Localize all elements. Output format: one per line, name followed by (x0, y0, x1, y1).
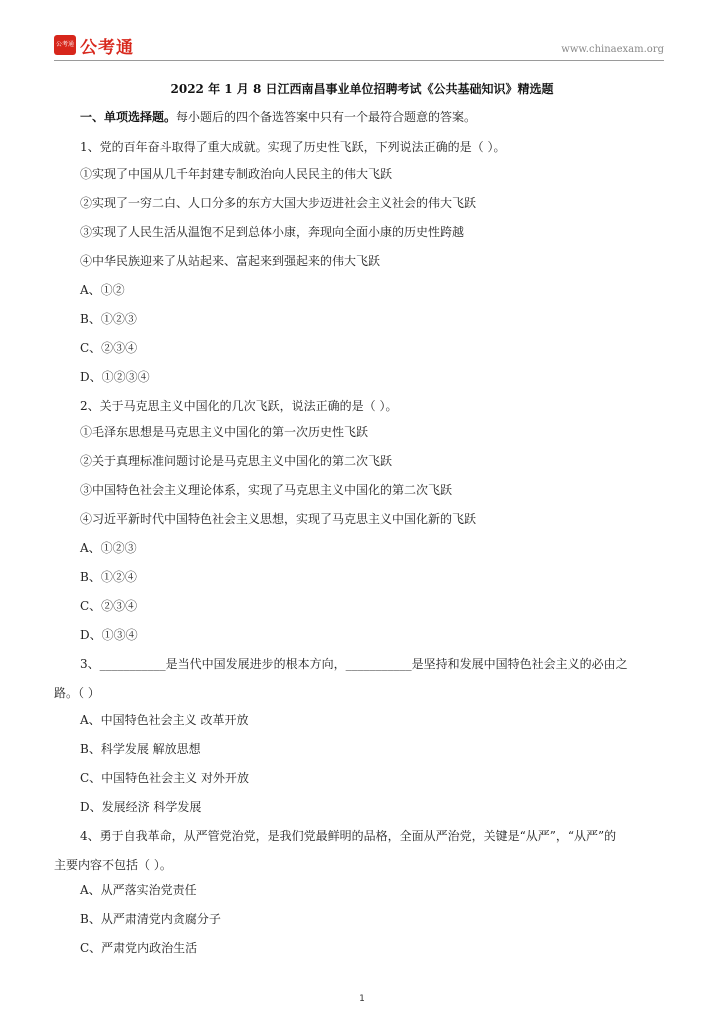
header-divider (54, 60, 664, 61)
site-url: www.chinaexam.org (561, 44, 664, 55)
text-line: ①毛泽东思想是马克思主义中国化的第一次历史性飞跃 (80, 425, 369, 439)
text-line: 1、党的百年奋斗取得了重大成就。实现了历史性飞跃，下列说法正确的是（ ）。 (80, 140, 506, 154)
document-title: 2022 年 1 月 8 日江西南昌事业单位招聘考试《公共基础知识》精选题 (170, 82, 554, 96)
text-line: A、中国特色社会主义 改革开放 (80, 713, 249, 727)
logo (54, 34, 134, 56)
section-heading (80, 108, 476, 125)
text-line: ①实现了中国从几千年封建专制政治向人民民主的伟大飞跃 (80, 167, 393, 181)
text-line: D、①③④ (80, 628, 138, 642)
page-header (54, 34, 664, 58)
page-number: 1 (359, 994, 365, 1004)
text-line: C、②③④ (80, 341, 138, 355)
text-line: ②实现了一穷二白、人口分多的东方大国大步迈进社会主义社会的伟大飞跃 (80, 196, 477, 210)
text-line: ④习近平新时代中国特色社会主义思想，实现了马克思主义中国化新的飞跃 (80, 512, 477, 526)
text-line: D、①②③④ (80, 370, 150, 384)
text-line: A、①② (80, 283, 125, 297)
text-line: 3、___________是当代中国发展进步的根本方向，___________是坚持和发展中国特色社会主义的必由之 (80, 657, 628, 671)
logo-text: 公考通 (80, 37, 134, 58)
text-line: 4、勇于自我革命，从严管党治党，是我们党最鲜明的品格，全面从严治党，关键是“从严”，“从严”的 (80, 829, 617, 843)
section-instruction: 每小题后的四个备选答案中只有一个最符合题意的答案。 (176, 110, 477, 124)
text-line: ②关于真理标准问题讨论是马克思主义中国化的第二次飞跃 (80, 454, 393, 468)
text-line: C、中国特色社会主义 对外开放 (80, 771, 249, 785)
text-line: 主要内容不包括（ ）。 (54, 858, 172, 872)
text-line: ③实现了人民生活从温饱不足到总体小康，奔现向全面小康的历史性跨越 (80, 225, 465, 239)
section-label: 一、单项选择题。 (80, 110, 177, 124)
text-line: A、①②③ (80, 541, 137, 555)
text-line: 路。（ ） (54, 686, 100, 700)
text-line: ④中华民族迎来了从站起来、富起来到强起来的伟大飞跃 (80, 254, 381, 268)
text-line: C、严肃党内政治生活 (80, 941, 198, 955)
text-line: D、发展经济 科学发展 (80, 800, 202, 814)
text-line: B、①②④ (80, 570, 137, 584)
text-line: B、①②③ (80, 312, 137, 326)
text-line: A、从严落实治党责任 (80, 883, 197, 897)
text-line: 2、关于马克思主义中国化的几次飞跃，说法正确的是（ ）。 (80, 399, 398, 413)
text-line: ③中国特色社会主义理论体系，实现了马克思主义中国化的第二次飞跃 (80, 483, 453, 497)
text-line: B、从严肃清党内贪腐分子 (80, 912, 221, 926)
text-line: C、②③④ (80, 599, 138, 613)
text-line: B、科学发展 解放思想 (80, 742, 201, 756)
logo-badge: 公考通 (54, 35, 76, 55)
